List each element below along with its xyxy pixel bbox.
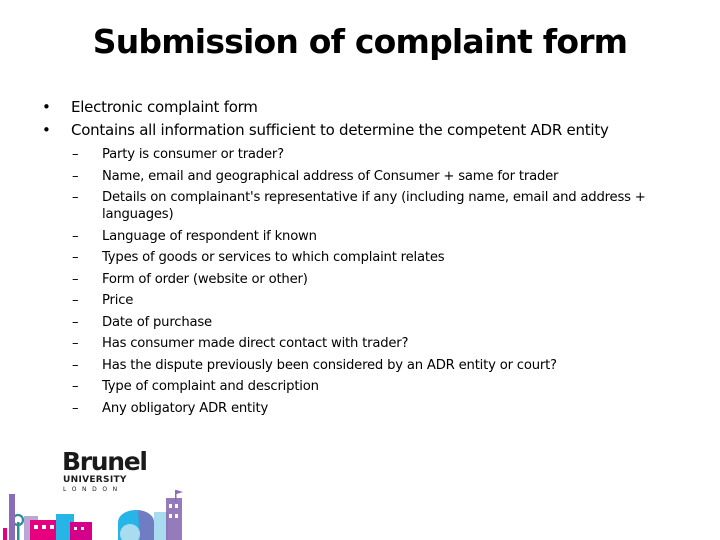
sub-bullet-text: Any obligatory ADR entity xyxy=(102,400,269,416)
sub-bullet xyxy=(0,292,662,309)
skyline-window xyxy=(50,525,54,529)
dash-marker: – xyxy=(72,400,79,416)
dash-marker: – xyxy=(72,379,79,394)
bullet-text: Contains all information sufficient to determine the competent ADR entity xyxy=(71,121,609,139)
skyline-block-pink xyxy=(30,520,58,540)
skyline-window xyxy=(74,527,77,530)
skyline-dome-shade xyxy=(138,510,154,540)
skyline-window xyxy=(175,514,178,518)
dash-marker: – xyxy=(72,168,79,184)
skyline-flag xyxy=(177,490,184,494)
dash-marker: – xyxy=(72,147,79,162)
skyline-window xyxy=(169,504,172,508)
sub-bullet-text: Form of order (website or other) xyxy=(102,271,308,287)
sub-bullet-text: Type of complaint and description xyxy=(102,379,319,394)
sub-bullet xyxy=(0,400,662,417)
bullet-marker: • xyxy=(42,121,51,139)
main-bullet xyxy=(0,119,720,142)
sub-bullet xyxy=(0,335,662,352)
skyline-tower-purple xyxy=(9,494,15,540)
skyline-window xyxy=(34,525,38,529)
main-bullet xyxy=(0,96,720,119)
sub-bullet-text: Price xyxy=(102,293,134,308)
sub-bullet-text: Types of goods or services to which complaint relates xyxy=(102,250,445,265)
skyline-block-magenta xyxy=(70,522,92,540)
sub-bullet-text: Party is consumer or trader? xyxy=(102,147,284,162)
sub-bullet xyxy=(0,357,662,374)
sub-bullet-text: Language of respondent if known xyxy=(102,228,317,244)
main-bullet-list xyxy=(0,96,720,142)
slide-title: Submission of complaint form xyxy=(92,22,628,61)
brunel-logo xyxy=(0,436,200,540)
sub-bullet xyxy=(0,228,662,245)
sub-bullet-text: Date of purchase xyxy=(102,314,212,330)
sub-bullet-list xyxy=(0,146,720,421)
logo-city: LONDON xyxy=(63,486,123,493)
skyline-window xyxy=(169,514,172,518)
dash-marker: – xyxy=(72,336,79,351)
dash-marker: – xyxy=(72,190,79,205)
skyline-block-light-blue xyxy=(154,512,168,540)
skyline-flagpole xyxy=(175,490,177,502)
logo-university: UNIVERSITY xyxy=(63,475,127,485)
sub-bullet-text: Details on complainant's representative if any (including name, email and address + languages) xyxy=(102,190,646,222)
skyline-window xyxy=(175,504,178,508)
dash-marker: – xyxy=(72,314,79,330)
skyline-window xyxy=(81,527,84,530)
sub-bullet xyxy=(0,249,662,266)
dash-marker: – xyxy=(72,271,79,287)
skyline-window xyxy=(42,525,46,529)
bullet-text: Electronic complaint form xyxy=(71,98,258,116)
dash-marker: – xyxy=(72,357,79,373)
skyline-tower-right xyxy=(166,498,182,540)
sub-bullet xyxy=(0,189,662,223)
logo-wordmark: Brunel xyxy=(62,447,147,476)
sub-bullet xyxy=(0,146,662,163)
sub-bullet xyxy=(0,168,662,185)
dash-marker: – xyxy=(72,228,79,244)
sub-bullet xyxy=(0,271,662,288)
sub-bullet xyxy=(0,314,662,331)
bullet-marker: • xyxy=(42,98,51,116)
sub-bullet-text: Name, email and geographical address of Consumer + same for trader xyxy=(102,168,559,184)
skyline-lamp xyxy=(3,528,7,540)
sub-bullet xyxy=(0,378,662,395)
dash-marker: – xyxy=(72,250,79,265)
sub-bullet-text: Has the dispute previously been considered by an ADR entity or court? xyxy=(102,357,557,373)
sub-bullet-text: Has consumer made direct contact with trader? xyxy=(102,336,409,351)
dash-marker: – xyxy=(72,293,79,308)
